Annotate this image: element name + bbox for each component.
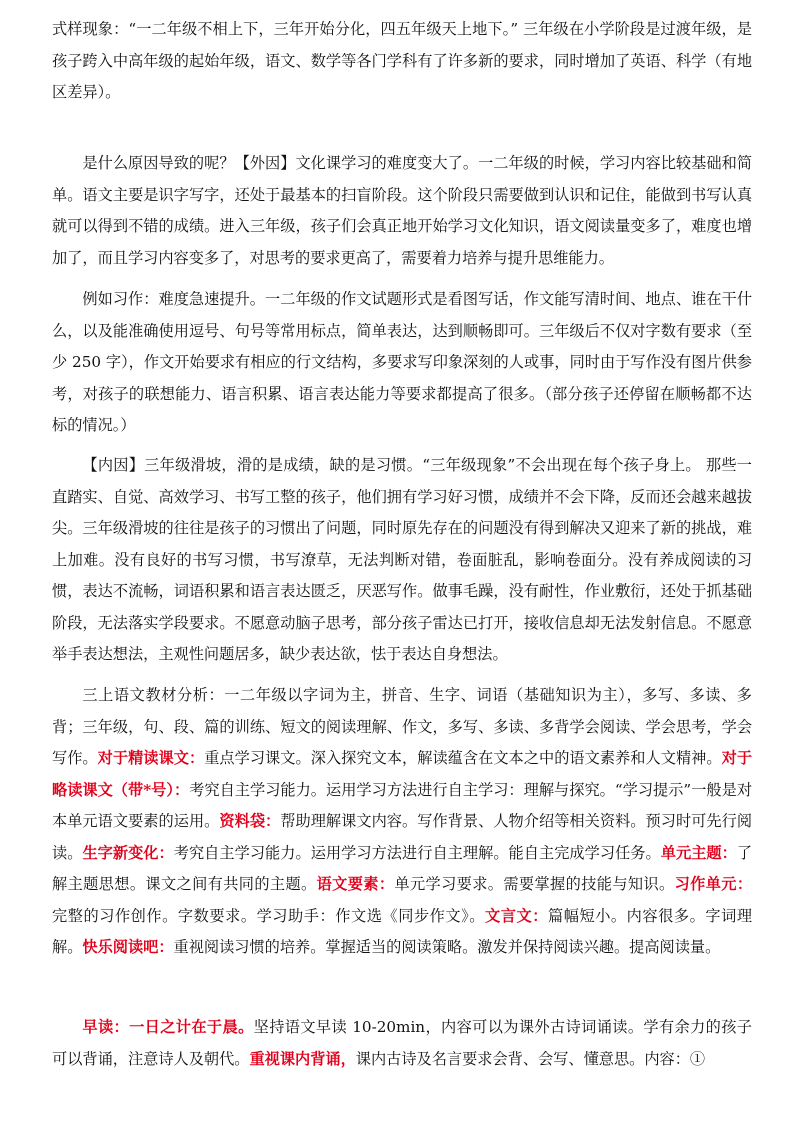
paragraph-textbook-analysis [52, 680, 752, 964]
highlighted-term: 早读：一日之计在于晨。 [82, 1018, 254, 1036]
highlighted-term: 文言文： [485, 906, 548, 925]
text-segment: 式样现象：“一二年级不相上下，三年开始分化，四五年级天上地下。” 三年级在小学阶段是过渡年级，是孩子跨入中高年级的起始年级，语文、数学等各门学科有了许多新的要求，同时增加了英语、科学（有地区差异）。 [52, 20, 752, 101]
highlighted-term: 单元主题： [660, 843, 737, 862]
paragraph-opening [52, 14, 752, 109]
text-segment: 帮助理解课文内容。写作背景、人物介绍等相关资料。预习时可先行阅读。 [52, 812, 753, 862]
text-segment: 了解主题思想。课文之间有共同的主题。 [52, 843, 753, 893]
highlighted-term: 语文要素： [316, 875, 395, 893]
text-segment: 是什么原因导致的呢？【外因】文化课学习的难度变大了。一二年级的时候，学习内容比较基础和简单。语文主要是识字写字，还处于最基本的扫盲阶段。这个阶段只需要做到认识和记住，能做到书写认真就可以得到不错的成绩。进入三年级，孩子们会真正地开始学习文化知识，语文阅读量变多了，难度也增加了，而且学习内容变多了，对思考的要求更高了，需要着力培养与提升思维能力。 [52, 154, 752, 267]
text-segment: 【内因】三年级滑坡，滑的是成绩，缺的是习惯。“三年级现象”不会出现在每个孩子身上。 那些一直踏实、自觉、高效学习、书写工整的孩子，他们拥有学习好习惯，成绩并不会下降，反而还会越来越拔尖。三年级滑坡的往往是孩子的习惯出了问题，同时原先存在的问题没有得到解决又迎来了新的挑战，难上加难。没有良好的书写习惯，书写潦草，无法判断对错，卷面脏乱，影响卷面分。没有养成阅读的习惯，表达不流畅，词语积累和语言表达匮乏，厌恶写作。做事毛躁，没有耐性，作业敷衍，还处于抓基础阶段，无法落实学段要求。不愿意动脑子思考，部分孩子雷达已打开，接收信息却无法发射信息。不愿意举手表达想法，主观性问题居多，缺少表达欲，怯于表达自身想法。 [52, 456, 752, 663]
text-segment: 单元学习要求。需要掌握的技能与知识。 [394, 875, 675, 893]
highlighted-term: 对于精读课文： [97, 749, 205, 767]
text-segment: 考究自主学习能力。运用学习方法进行自主理解。能自主完成学习任务。 [173, 843, 661, 862]
paragraph-internal-cause [52, 450, 752, 671]
highlighted-term: 快乐阅读吧： [82, 938, 174, 956]
paragraph-morning-reading [52, 1012, 752, 1075]
paragraph-writing-example [52, 284, 752, 442]
text-segment: 三上语文教材分析：一二年级以字词为主，拼音、生字、词语（基础知识为主），多写、多读、多背；三年级，句、段、篇的训练、短文的阅读理解、作文，多写、多读、多背学会阅读、学会思考，学会写作。 [52, 686, 752, 767]
text-segment: 坚持语文早读 10-20min，内容可以为课外古诗词诵读。学有余力的孩子可以背诵，注意诗人及朝代。 [52, 1018, 752, 1068]
text-segment: 课内古诗及名言要求会背、会写、懂意思。内容：① [355, 1049, 706, 1068]
highlighted-term: 习作单元： [674, 875, 753, 893]
text-segment: 篇幅短小。内容很多。字词理解。 [52, 906, 753, 956]
text-segment: 重视阅读习惯的培养。掌握适当的阅读策略。激发并保持阅读兴趣。提高阅读量。 [173, 938, 721, 956]
text-segment: 完整的习作创作。字数要求。学习助手：作文选《同步作文》。 [52, 906, 486, 925]
highlighted-term: 生字新变化： [82, 843, 174, 862]
highlighted-term: 重视课内背诵， [249, 1049, 356, 1068]
text-segment: 重点学习课文。深入探究文本，解读蕴含在文本之中的语文素养和人文精神。 [204, 749, 722, 767]
text-segment: 考究自主学习能力。运用学习方法进行自主学习：理解与探究。“学习提示”一般是对本单元语文要素的运用。 [52, 780, 753, 830]
paragraph-external-cause [52, 148, 752, 274]
highlighted-term: 资料袋： [219, 812, 281, 830]
text-segment: 例如习作：难度急速提升。一二年级的作文试题形式是看图写话，作文能写清时间、地点、谁在干什么，以及能准确使用逗号、句号等常用标点，简单表达，达到顺畅即可。三年级后不仅对字数有要求（至少 250 字），作文开始要求有相应的行文结构，多要求写印象深刻的人或事，同时由于写作没有图片供参考，对孩子的联想能力、语言积累、语言表达能力等要求都提高了很多。（部分孩子还停留在顺畅都不达标的情况。） [52, 290, 752, 434]
highlighted-term: 对于略读课文（带*号）： [52, 749, 753, 799]
